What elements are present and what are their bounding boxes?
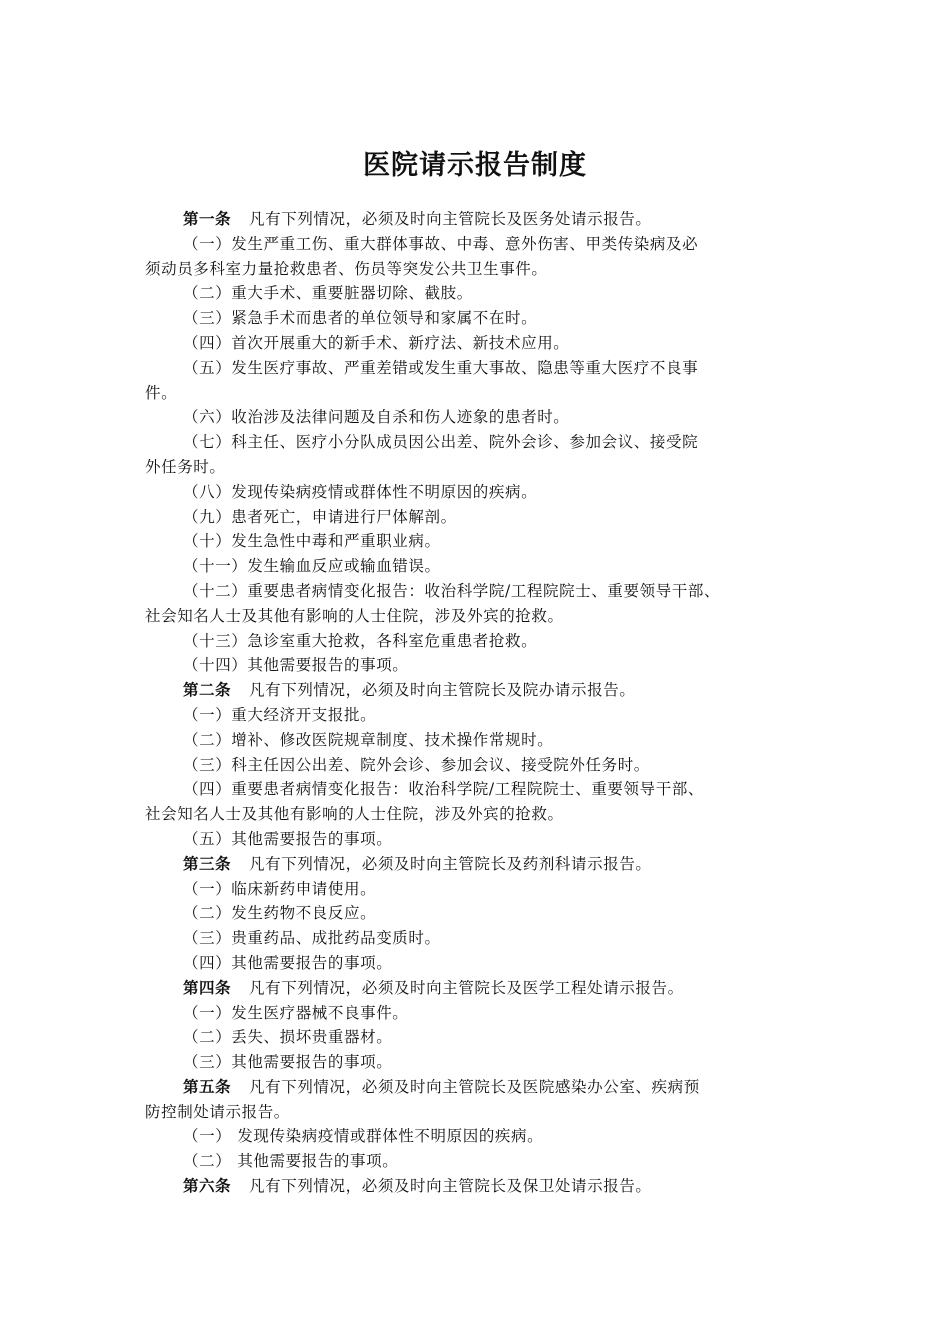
item-text: （一）发生医疗器械不良事件。 [183, 1003, 409, 1022]
article-text: 凡有下列情况，必须及时向主管院长及医院感染办公室、疾病预 [249, 1077, 700, 1096]
article-item [145, 505, 820, 530]
article-item [145, 703, 820, 728]
article-heading [145, 678, 820, 703]
article-item [145, 877, 820, 902]
article-label: 第一条 [183, 210, 232, 228]
item-text: （十二）重要患者病情变化报告：收治科学院/工程院院士、重要领导干部、 [183, 581, 721, 600]
article-heading [145, 207, 820, 232]
page-title: 医院请示报告制度 [363, 150, 587, 181]
articles-list [145, 207, 820, 1075]
article-label: 第三条 [183, 854, 232, 873]
article-text: 凡有下列情况，必须及时向主管院长及医学工程处请示报告。 [249, 978, 684, 997]
item-text: （三）科主任因公出差、院外会诊、参加会议、接受院外任务时。 [183, 755, 650, 774]
item-number: （二） [183, 1152, 232, 1171]
article-item [145, 430, 820, 480]
item-text: （十）发生急性中毒和严重职业病。 [183, 532, 441, 551]
article-item [145, 1001, 820, 1026]
article-item [145, 1050, 820, 1075]
item-number: （一） [183, 1127, 232, 1146]
article-heading [145, 1075, 820, 1125]
article-text: 凡有下列情况，必须及时向主管院长及保卫处请示报告。 [249, 1177, 652, 1196]
article-item [145, 405, 820, 430]
article-heading [145, 976, 820, 1001]
item-text: （八）发现传染病疫情或群体性不明原因的疾病。 [183, 482, 538, 501]
article-item [145, 777, 820, 827]
item-text: （十一）发生输血反应或输血错误。 [183, 557, 441, 576]
item-text: （七）科主任、医疗小分队成员因公出差、院外会诊、参加会议、接受院 [183, 433, 699, 452]
item-text-continuation: 外任务时。 [145, 457, 226, 476]
article-item [145, 1025, 820, 1050]
article-item [145, 1124, 820, 1149]
item-text-continuation: 须动员多科室力量抢救患者、伤员等突发公共卫生事件。 [145, 259, 548, 278]
article-item [145, 1149, 820, 1174]
article-text: 凡有下列情况，必须及时向主管院长及院办请示报告。 [249, 681, 636, 700]
item-text: （九）患者死亡，申请进行尸体解剖。 [183, 507, 457, 526]
article-label: 第四条 [183, 978, 232, 997]
item-text: 其他需要报告的事项。 [237, 1152, 399, 1171]
article-item [145, 753, 820, 778]
item-text: （六）收治涉及法律问题及自杀和伤人迹象的患者时。 [183, 408, 570, 427]
article-label: 第五条 [183, 1077, 232, 1096]
item-text: （三）贵重药品、成批药品变质时。 [183, 929, 441, 948]
article-heading [145, 1174, 820, 1199]
item-text: （五）其他需要报告的事项。 [183, 829, 393, 848]
article-item [145, 827, 820, 852]
item-text: （四）首次开展重大的新手术、新疗法、新技术应用。 [183, 333, 570, 352]
article-item [145, 480, 820, 505]
item-text: （二）丢失、损坏贵重器材。 [183, 1028, 393, 1047]
article-item [145, 653, 820, 678]
article-label: 第六条 [183, 1177, 232, 1196]
article-item [145, 901, 820, 926]
item-text: （一）临床新药申请使用。 [183, 879, 377, 898]
item-text: （二）重大手术、重要脏器切除、截肢。 [183, 284, 473, 303]
article-item [145, 356, 820, 406]
item-text-continuation: 社会知名人士及其他有影响的人士住院，涉及外宾的抢救。 [145, 606, 564, 625]
article-item [145, 728, 820, 753]
item-text: （五）发生医疗事故、严重差错或发生重大事故、隐患等重大医疗不良事 [183, 358, 699, 377]
article-item [145, 529, 820, 554]
item-text: （四）其他需要报告的事项。 [183, 953, 393, 972]
item-text: （一）发生严重工伤、重大群体事故、中毒、意外伤害、甲类传染病及必 [183, 234, 699, 253]
article-item [145, 554, 820, 579]
item-text: 发现传染病疫情或群体性不明原因的疾病。 [237, 1127, 544, 1146]
article-text: 凡有下列情况，必须及时向主管院长及药剂科请示报告。 [249, 854, 652, 873]
article-item [145, 232, 820, 282]
item-text: （十四）其他需要报告的事项。 [183, 656, 409, 675]
article-item [145, 629, 820, 654]
article-item [145, 926, 820, 951]
item-text-continuation: 社会知名人士及其他有影响的人士住院，涉及外宾的抢救。 [145, 805, 564, 824]
item-text: （三）其他需要报告的事项。 [183, 1053, 393, 1072]
item-text: （十三）急诊室重大抢救，各科室危重患者抢救。 [183, 631, 538, 650]
item-text: （三）紧急手术而患者的单位领导和家属不在时。 [183, 309, 538, 328]
item-text: （二）增补、修改医院规章制度、技术操作常规时。 [183, 730, 554, 749]
article-text: 凡有下列情况，必须及时向主管院长及医务处请示报告。 [249, 210, 652, 228]
article-heading [145, 852, 820, 877]
item-text-continuation: 件。 [145, 383, 178, 402]
article-item [145, 331, 820, 356]
document-body [145, 207, 820, 1199]
article-item [145, 951, 820, 976]
item-text: （四）重要患者病情变化报告：收治科学院/工程院院士、重要领导干部、 [183, 780, 705, 799]
article-item [145, 579, 820, 629]
item-text: （二）发生药物不良反应。 [183, 904, 377, 923]
item-text: （一）重大经济开支报批。 [183, 705, 377, 724]
article-label: 第二条 [183, 681, 232, 700]
article-item [145, 281, 820, 306]
article-item [145, 306, 820, 331]
article-text-continuation: 防控制处请示报告。 [145, 1102, 290, 1121]
